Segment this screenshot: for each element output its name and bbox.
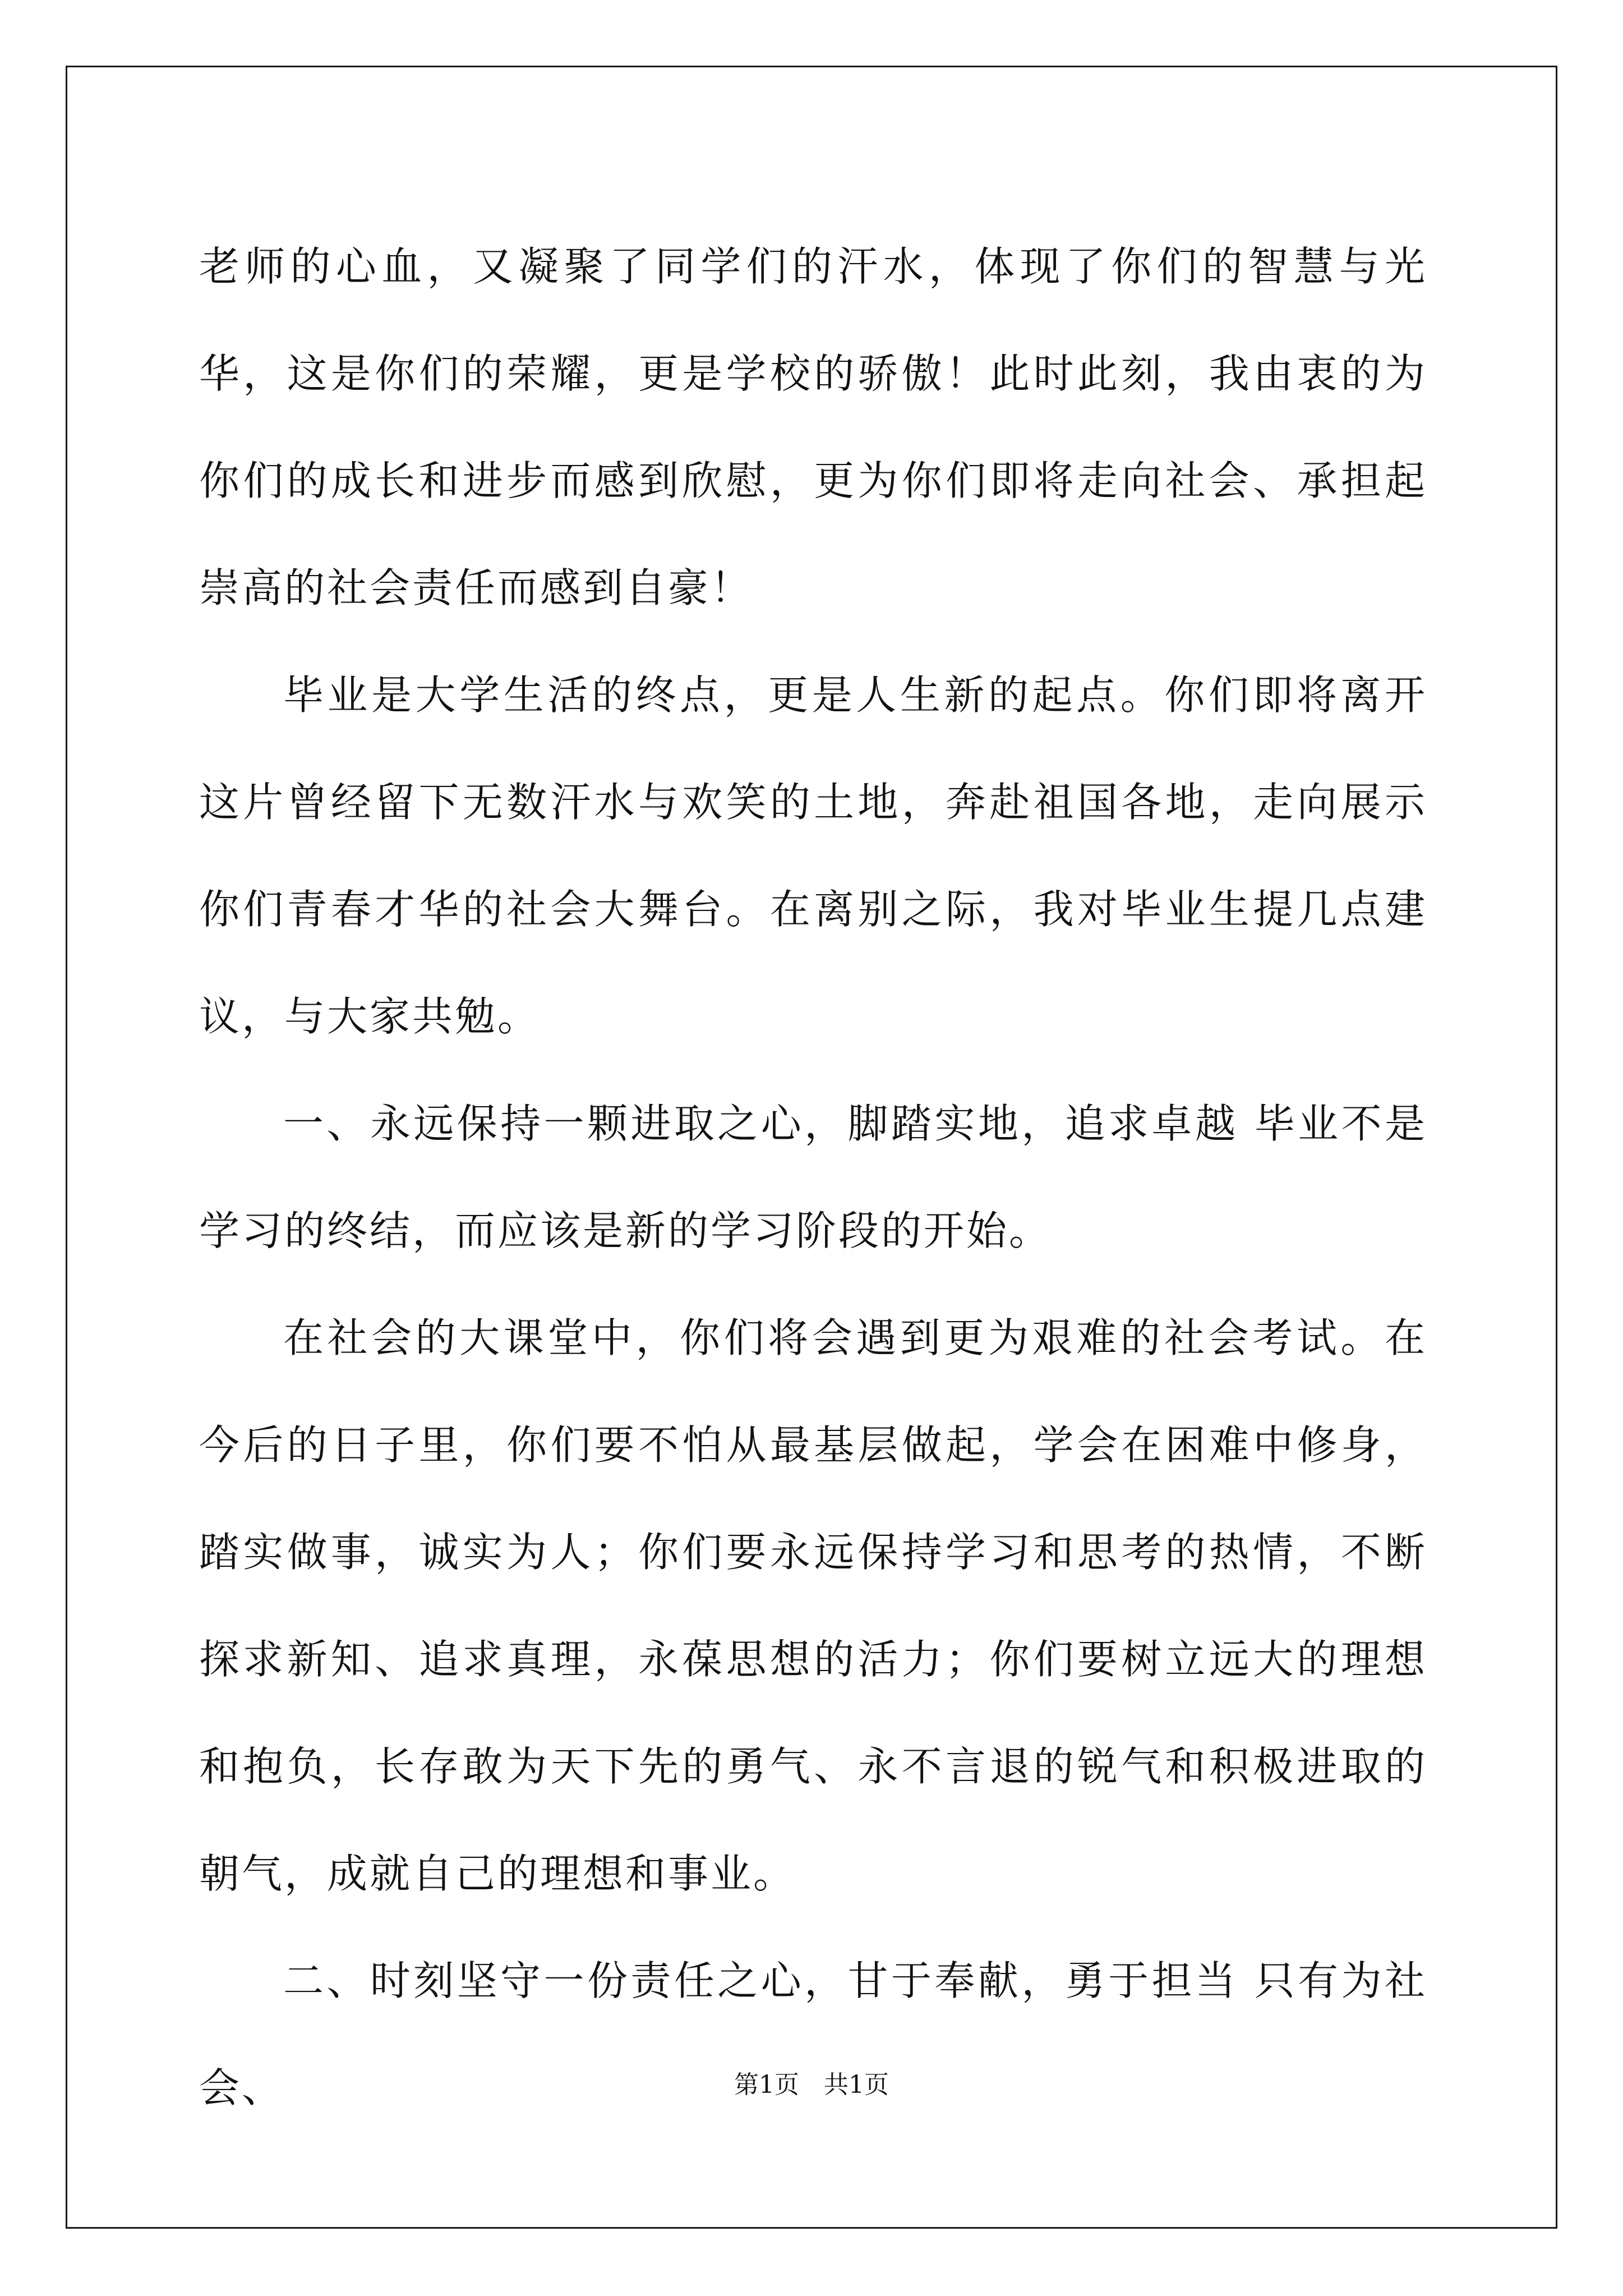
- document-body: [199, 213, 1427, 2142]
- paragraph-3: 一、永远保持一颗进取之心，脚踏实地，追求卓越 毕业不是学习的终结，而应该是新的学习阶段的开始。: [199, 1100, 1427, 1254]
- paragraph-4: 在社会的大课堂中，你们将会遇到更为艰难的社会考试。在今后的日子里，你们要不怕从最基层做起，学会在困难中修身，踏实做事，诚实为人；你们要永远保持学习和思考的热情，不断探求新知、追求真理，永葆思想的活力；你们要树立远大的理想和抱负，长存敢为天下先的勇气、永不言退的锐气和积极进取的朝气，成就自己的理想和事业。: [199, 1314, 1427, 1897]
- paragraph-2: 毕业是大学生活的终点，更是人生新的起点。你们即将离开这片曾经留下无数汗水与欢笑的土地，奔赴祖国各地，走向展示你们青春才华的社会大舞台。在离别之际，我对毕业生提几点建议，与大家共勉。: [199, 671, 1427, 1040]
- paragraph-5: 二、时刻坚守一份责任之心，甘于奉献，勇于担当 只有为社会、: [199, 1957, 1427, 2111]
- paragraph-1: 老师的心血，又凝聚了同学们的汗水，体现了你们的智慧与光华，这是你们的荣耀，更是学校的骄傲！此时此刻，我由衷的为你们的成长和进步而感到欣慰，更为你们即将走向社会、承担起崇高的社会责任而感到自豪！: [199, 243, 1427, 611]
- page-number-footer: 第1页 共1页: [734, 2070, 889, 2099]
